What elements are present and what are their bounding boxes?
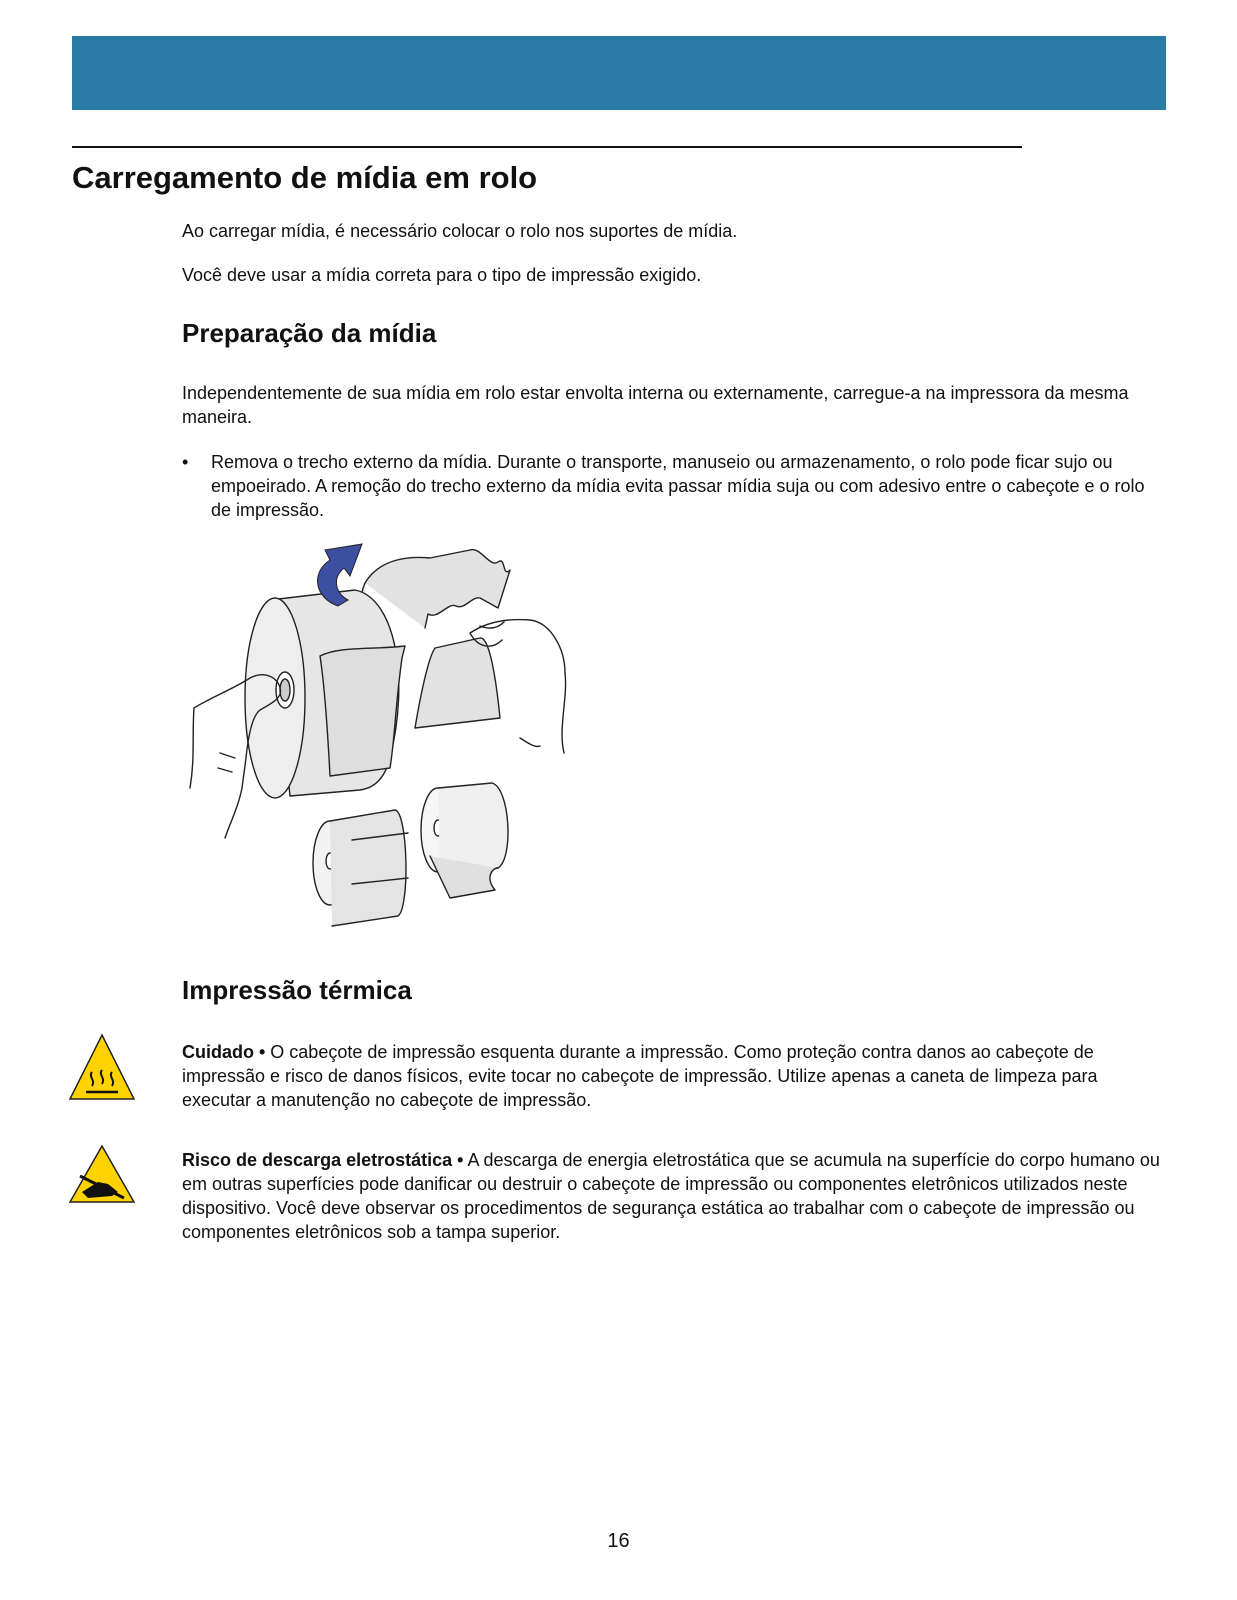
bullet-mark: • <box>182 452 189 472</box>
title-rule <box>72 146 1022 148</box>
esd-warning-icon <box>68 1144 136 1206</box>
hot-surface-icon <box>68 1032 136 1102</box>
caution-label: Cuidado • <box>182 1042 266 1062</box>
page-title: Carregamento de mídia em rolo <box>72 160 538 195</box>
media-roll-illustration <box>180 538 600 943</box>
esd-text: A descarga de energia eletrostática que se acumula na superfície do corpo humano ou em outras superfícies pode danificar ou destruir o cabeçote de impressão ou componentes eletrônicos utilizados neste dispositivo. Você deve observar os procedimentos de segurança estática ao trabalhar com o cabeçote de impressão ou componentes eletrônicos sob a tampa superior. <box>182 1150 1160 1242</box>
caution-text: O cabeçote de impressão esquenta durante a impressão. Como proteção contra danos ao cabeçote de impressão e risco de danos físicos, evite tocar no cabeçote de impressão. Utilize apenas a caneta de limpeza para executar a manutenção no cabeçote de impressão. <box>182 1042 1098 1110</box>
intro-paragraph-1: Ao carregar mídia, é necessário colocar o rolo nos suportes de mídia. <box>182 221 738 241</box>
preparation-paragraph: Independentemente de sua mídia em rolo estar envolta interna ou externamente, carregue-a na impressora da mesma maneira. <box>182 383 1129 427</box>
bullet-text: Remova o trecho externo da mídia. Durante o transporte, manuseio ou armazenamento, o rolo pode ficar sujo ou empoeirado. A remoção do trecho externo da mídia evita passar mídia suja ou com adesivo entre o cabeçote e o rolo de impressão. <box>211 452 1145 520</box>
bullet-item <box>182 450 1167 522</box>
intro-paragraph-2: Você deve usar a mídia correta para o tipo de impressão exigido. <box>182 265 702 285</box>
header-band <box>72 36 1166 110</box>
caution-note <box>182 1040 1167 1112</box>
section-heading-thermal: Impressão térmica <box>182 975 412 1005</box>
page-number: 16 <box>607 1530 630 1552</box>
esd-note <box>182 1148 1167 1244</box>
esd-label: Risco de descarga eletrostática • <box>182 1150 464 1170</box>
section-heading-preparation: Preparação da mídia <box>182 318 437 348</box>
